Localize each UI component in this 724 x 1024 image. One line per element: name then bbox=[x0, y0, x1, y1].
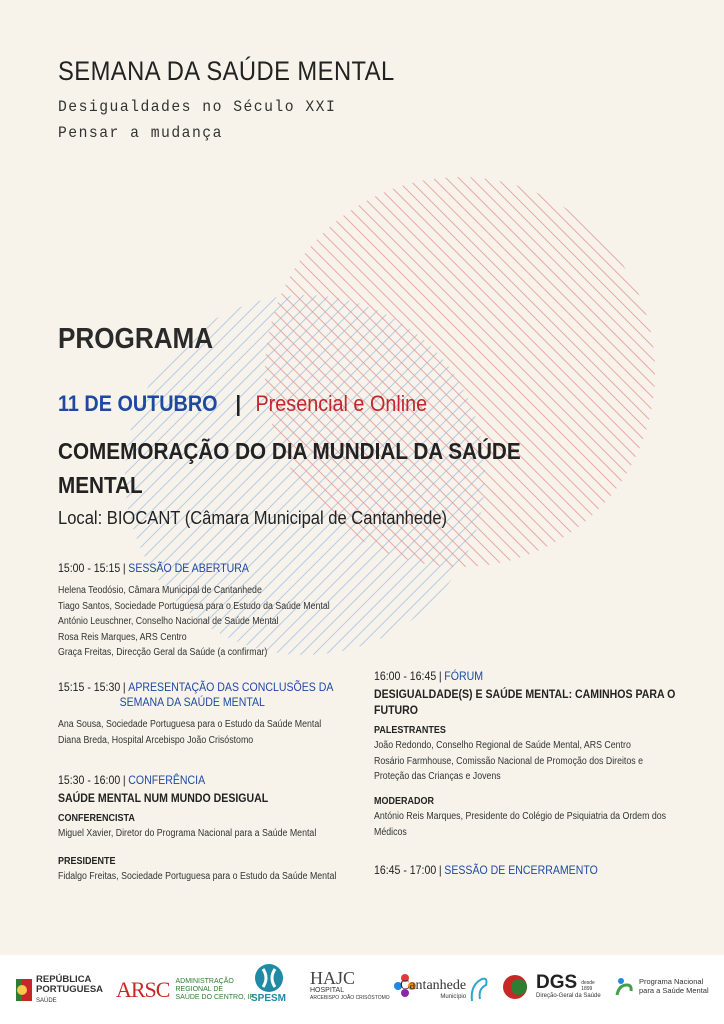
forum-title-line-2: FUTURO bbox=[374, 703, 418, 717]
session-presentation-header: 15:15 - 15:30 | APRESENTAÇÃO DAS CONCLUSÕES DA SEMANA DA SAÚDE MENTAL bbox=[58, 680, 334, 709]
session-time: 16:45 - 17:00 bbox=[374, 863, 437, 877]
session-opening-header: 15:00 - 15:15 | SESSÃO DE ABERTURA bbox=[58, 561, 249, 575]
logo-spesm bbox=[251, 963, 286, 1004]
conference-speaker-label: CONFERENCISTA bbox=[58, 813, 135, 824]
logo-arsc bbox=[116, 977, 254, 1003]
spesm-text: SPESM bbox=[251, 993, 287, 1004]
session-time: 15:15 - 15:30 bbox=[58, 680, 121, 694]
forum-title bbox=[374, 686, 675, 718]
session-time: 15:00 - 15:15 bbox=[58, 561, 121, 575]
moderator-line: Médicos bbox=[374, 826, 407, 838]
date-line bbox=[58, 391, 427, 417]
pnsm-text-1: Programa Nacional bbox=[639, 977, 704, 986]
forum-speakers bbox=[374, 738, 643, 785]
event-title-line-2: MENTAL bbox=[58, 472, 143, 498]
arsc-wordmark: ARSC bbox=[116, 977, 170, 1002]
footer-logos bbox=[0, 955, 724, 1024]
logo-republica-portuguesa bbox=[16, 975, 103, 1005]
arsc-text-1: ADMINISTRAÇÃO bbox=[175, 978, 234, 985]
forum-moderator bbox=[374, 809, 666, 840]
speaker-line: Helena Teodósio, Câmara Municipal de Cantanhede bbox=[58, 585, 262, 596]
conference-title: SAÚDE MENTAL NUM MUNDO DESIGUAL bbox=[58, 791, 269, 805]
speaker-line: Rosa Reis Marques, ARS Centro bbox=[58, 631, 187, 643]
moderator-line: António Reis Marques, Presidente do Colégio de Psiquiatria da Ordem dos bbox=[374, 811, 667, 822]
forum-moderator-label: MODERADOR bbox=[374, 796, 435, 807]
forum-title-line-1: DESIGUALDADE(S) E SAÚDE MENTAL: CAMINHOS PARA O bbox=[374, 687, 676, 701]
dgs-wordmark: DGS bbox=[536, 972, 578, 993]
program-heading: PROGRAMA bbox=[58, 323, 214, 355]
republica-emblem-icon bbox=[16, 979, 32, 1001]
conference-president-label: PRESIDENTE bbox=[58, 856, 116, 867]
pnsm-emblem-icon bbox=[613, 975, 635, 997]
speaker-line: Diana Breda, Hospital Arcebispo João Crisóstomo bbox=[58, 734, 254, 746]
speaker-line: João Redondo, Conselho Regional de Saúde Mental, ARS Centro bbox=[374, 740, 631, 751]
speaker-line: Graça Freitas, Direcção Geral da Saúde (a confirmar) bbox=[58, 647, 268, 658]
session-name: SESSÃO DE ENCERRAMENTO bbox=[444, 863, 598, 877]
forum-speakers-label: PALESTRANTES bbox=[374, 725, 446, 736]
logo-pnsm bbox=[613, 975, 709, 997]
hajc-wordmark: HAJC bbox=[310, 968, 356, 988]
event-location: Local: BIOCANT (Câmara Municipal de Cantanhede) bbox=[58, 508, 448, 528]
conference-speaker: Miguel Xavier, Diretor do Programa Nacional para a Saúde Mental bbox=[58, 828, 317, 839]
cantanhede-wordmark: Cantanhede bbox=[400, 977, 467, 993]
logo-cantanhede bbox=[400, 975, 490, 1003]
speaker-line: António Leuschner, Conselho Nacional de Saúde Mental bbox=[58, 616, 279, 627]
arsc-text-2: REGIONAL DE bbox=[175, 986, 224, 993]
dgs-sub: Direção-Geral da Saúde bbox=[536, 993, 601, 999]
speaker-line: Ana Sousa, Sociedade Portuguesa para o Estudo da Saúde Mental bbox=[58, 719, 322, 730]
hajc-text-1: HOSPITAL bbox=[310, 987, 345, 994]
cantanhede-sub: Município bbox=[440, 993, 467, 1000]
speaker-line: Proteção das Crianças e Jovens bbox=[374, 771, 501, 782]
event-date: 11 DE OUTUBRO bbox=[58, 391, 218, 416]
date-separator: | bbox=[235, 391, 242, 416]
session-closing-header: 16:45 - 17:00 | SESSÃO DE ENCERRAMENTO bbox=[374, 863, 598, 877]
session-time: 16:00 - 16:45 bbox=[374, 669, 437, 683]
pnsm-text-2: para a Saúde Mental bbox=[639, 986, 709, 995]
session-presentation-speakers bbox=[58, 717, 321, 748]
conference-president: Fidalgo Freitas, Sociedade Portuguesa para o Estudo da Saúde Mental bbox=[58, 871, 337, 882]
logo-dgs bbox=[502, 973, 601, 1000]
poster-title: SEMANA DA SAÚDE MENTAL bbox=[58, 56, 395, 86]
event-title bbox=[58, 434, 526, 502]
session-forum-header: 16:00 - 16:45 | FÓRUM bbox=[374, 669, 483, 683]
session-name: CONFERÊNCIA bbox=[128, 773, 206, 787]
republica-text-2: PORTUGUESA bbox=[36, 984, 104, 995]
dgs-since: desde 1899 bbox=[581, 980, 595, 992]
spesm-emblem-icon bbox=[252, 963, 286, 993]
arsc-text-3: SAÚDE DO CENTRO, IP bbox=[175, 994, 255, 1001]
session-opening-speakers bbox=[58, 583, 330, 661]
hajc-text-2: ARCEBISPO JOÃO CRISÓSTOMO bbox=[310, 995, 390, 1001]
speaker-line: Rosário Farmhouse, Comissão Nacional de Promoção dos Direitos e bbox=[374, 755, 644, 767]
poster-subtitle-2: Pensar a mudança bbox=[58, 124, 223, 142]
session-name-line-1: APRESENTAÇÃO DAS CONCLUSÕES DA bbox=[128, 680, 334, 694]
session-time: 15:30 - 16:00 bbox=[58, 773, 121, 787]
dgs-emblem-icon bbox=[502, 974, 532, 1000]
speaker-line: Tiago Santos, Sociedade Portuguesa para o Estudo da Saúde Mental bbox=[58, 600, 330, 612]
event-mode: Presencial e Online bbox=[255, 391, 428, 416]
event-title-line-1: COMEMORAÇÃO DO DIA MUNDIAL DA SAÚDE bbox=[58, 438, 521, 464]
republica-text-3: SAÚDE bbox=[36, 998, 57, 1004]
session-name: SESSÃO DE ABERTURA bbox=[128, 561, 249, 575]
cantanhede-wave-icon bbox=[468, 975, 490, 1003]
poster-subtitle-1: Desigualdades no Século XXI bbox=[58, 98, 337, 116]
session-conference-header: 15:30 - 16:00 | CONFERÊNCIA bbox=[58, 773, 206, 787]
session-name-line-2: SEMANA DA SAÚDE MENTAL bbox=[119, 695, 265, 709]
session-name: FÓRUM bbox=[444, 669, 483, 683]
republica-text-1: REPÚBLICA bbox=[36, 974, 92, 985]
